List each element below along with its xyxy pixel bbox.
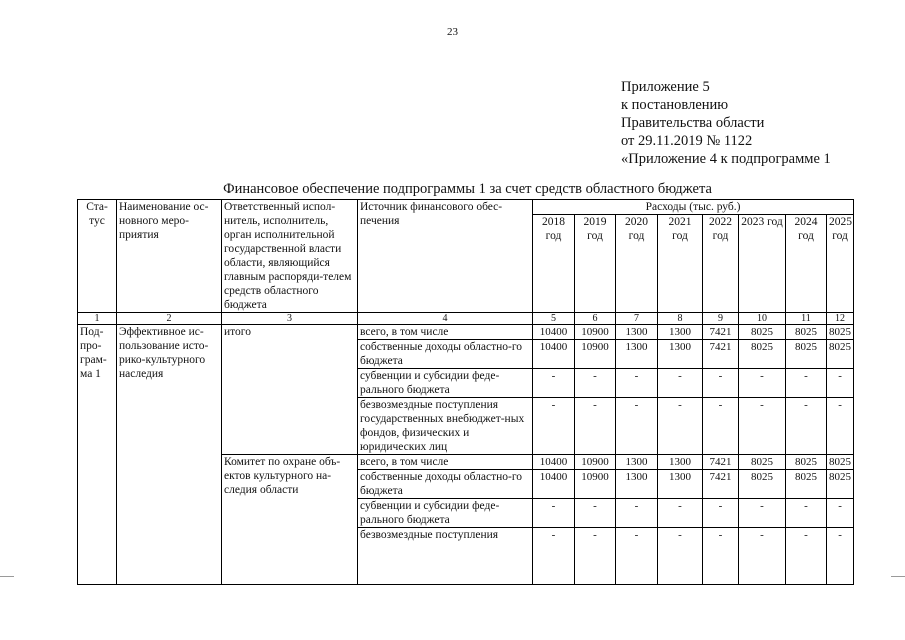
expense-value-cell: 8025 xyxy=(827,470,854,499)
expense-value-cell: 7421 xyxy=(703,470,739,499)
expense-value-cell: - xyxy=(703,369,739,398)
expense-value-cell: 7421 xyxy=(703,325,739,340)
expense-value-cell: 8025 xyxy=(739,470,786,499)
expense-value-cell: - xyxy=(739,369,786,398)
expense-value-cell: - xyxy=(533,398,575,455)
financing-table xyxy=(77,199,854,585)
header-year: 2021 год xyxy=(658,215,703,313)
header-year: 2018 год xyxy=(533,215,575,313)
document-title: Финансовое обеспечение подпрограммы 1 за счет средств областного бюджета xyxy=(223,181,712,197)
expense-value-cell: - xyxy=(658,528,703,585)
expense-value-cell: - xyxy=(786,398,827,455)
header-responsible: Ответственный испол-нитель, исполнитель, орган исполнительной государственной власти области, являющийся главным распоряди-телем средств областного бюджета xyxy=(222,200,358,313)
appendix-line: «Приложение 4 к подпрограмме 1 xyxy=(621,151,831,167)
column-index: 11 xyxy=(786,313,827,325)
expense-value-cell: - xyxy=(703,398,739,455)
status-cell: Под-про-грам-ма 1 xyxy=(78,325,117,585)
source-cell: собственные доходы областно-го бюджета xyxy=(358,340,533,369)
column-index: 10 xyxy=(739,313,786,325)
column-index: 6 xyxy=(575,313,616,325)
expense-value-cell: - xyxy=(827,398,854,455)
column-index: 4 xyxy=(358,313,533,325)
source-cell: безвозмездные поступления государственных внебюджет-ных фондов, физических и юридических лиц xyxy=(358,398,533,455)
expense-value-cell: - xyxy=(786,499,827,528)
expense-value-cell: 7421 xyxy=(703,455,739,470)
expense-value-cell: 8025 xyxy=(786,325,827,340)
appendix-line: Приложение 5 xyxy=(621,79,710,95)
expense-value-cell: 10900 xyxy=(575,340,616,369)
expense-value-cell: - xyxy=(533,369,575,398)
expense-value-cell: 8025 xyxy=(827,325,854,340)
header-expenses: Расходы (тыс. руб.) xyxy=(533,200,854,215)
expense-value-cell: 8025 xyxy=(786,470,827,499)
appendix-line: Правительства области xyxy=(621,115,765,131)
expense-value-cell: 1300 xyxy=(616,340,658,369)
column-index: 12 xyxy=(827,313,854,325)
expense-value-cell: - xyxy=(575,398,616,455)
header-year: 2025 год xyxy=(827,215,854,313)
header-status: Ста-тус xyxy=(78,200,117,313)
table-row xyxy=(78,325,854,340)
expense-value-cell: 1300 xyxy=(616,325,658,340)
column-index: 2 xyxy=(117,313,222,325)
expense-value-cell: - xyxy=(739,528,786,585)
header-year: 2024 год xyxy=(786,215,827,313)
expense-value-cell: - xyxy=(703,528,739,585)
expense-value-cell: 10900 xyxy=(575,455,616,470)
column-index: 7 xyxy=(616,313,658,325)
expense-value-cell: 1300 xyxy=(658,325,703,340)
column-index: 3 xyxy=(222,313,358,325)
source-cell: субвенции и субсидии феде-рального бюджета xyxy=(358,499,533,528)
expense-value-cell: 8025 xyxy=(827,455,854,470)
header-year: 2022 год xyxy=(703,215,739,313)
expense-value-cell: - xyxy=(827,369,854,398)
column-index: 8 xyxy=(658,313,703,325)
expense-value-cell: 10900 xyxy=(575,470,616,499)
expense-value-cell: 8025 xyxy=(739,325,786,340)
expense-value-cell: 8025 xyxy=(786,455,827,470)
responsible-cell: итого xyxy=(222,325,358,455)
expense-value-cell: 10900 xyxy=(575,325,616,340)
expense-value-cell: - xyxy=(786,369,827,398)
expense-value-cell: 8025 xyxy=(786,340,827,369)
header-measure-name: Наименование ос-новного меро-приятия xyxy=(117,200,222,313)
expense-value-cell: - xyxy=(533,499,575,528)
header-year: 2019 год xyxy=(575,215,616,313)
expense-value-cell: - xyxy=(616,398,658,455)
expense-value-cell: - xyxy=(658,499,703,528)
expense-value-cell: - xyxy=(533,528,575,585)
source-cell: субвенции и субсидии феде-рального бюджета xyxy=(358,369,533,398)
expense-value-cell: - xyxy=(575,499,616,528)
column-index-row xyxy=(78,313,854,325)
expense-value-cell: 1300 xyxy=(658,470,703,499)
expense-value-cell: 8025 xyxy=(739,455,786,470)
expense-value-cell: 8025 xyxy=(827,340,854,369)
column-index: 9 xyxy=(703,313,739,325)
expense-value-cell: 7421 xyxy=(703,340,739,369)
scan-edge-mark xyxy=(891,576,905,577)
expense-value-cell: 10400 xyxy=(533,325,575,340)
source-cell: всего, в том числе xyxy=(358,455,533,470)
expense-value-cell: 10400 xyxy=(533,455,575,470)
expense-value-cell: - xyxy=(703,499,739,528)
page-number: 23 xyxy=(447,26,458,38)
header-source: Источник финансового обес-печения xyxy=(358,200,533,313)
expense-value-cell: - xyxy=(739,499,786,528)
expense-value-cell: - xyxy=(616,499,658,528)
header-year: 2020 год xyxy=(616,215,658,313)
expense-value-cell: 1300 xyxy=(658,455,703,470)
expense-value-cell: 1300 xyxy=(616,470,658,499)
expense-value-cell: - xyxy=(786,528,827,585)
expense-value-cell: - xyxy=(616,528,658,585)
expense-value-cell: 1300 xyxy=(658,340,703,369)
expense-value-cell: - xyxy=(658,369,703,398)
expense-value-cell: - xyxy=(658,398,703,455)
expense-value-cell: - xyxy=(739,398,786,455)
scan-edge-mark xyxy=(0,576,14,577)
table-body xyxy=(78,200,854,585)
expense-value-cell: - xyxy=(575,369,616,398)
responsible-cell: Комитет по охране объ-ектов культурного на-следия области xyxy=(222,455,358,585)
expense-value-cell: 1300 xyxy=(616,455,658,470)
expense-value-cell: - xyxy=(827,499,854,528)
expense-value-cell: 8025 xyxy=(739,340,786,369)
source-cell: безвозмездные поступления xyxy=(358,528,533,585)
expense-value-cell: - xyxy=(827,528,854,585)
header-row xyxy=(78,200,854,215)
column-index: 5 xyxy=(533,313,575,325)
expense-value-cell: - xyxy=(616,369,658,398)
appendix-line: к постановлению xyxy=(621,97,729,113)
source-cell: собственные доходы областно-го бюджета xyxy=(358,470,533,499)
expense-value-cell: 10400 xyxy=(533,340,575,369)
column-index: 1 xyxy=(78,313,117,325)
header-year: 2023 год xyxy=(739,215,786,313)
measure-name-cell: Эффективное ис-пользование исто-рико-культурного наследия xyxy=(117,325,222,585)
source-cell: всего, в том числе xyxy=(358,325,533,340)
expense-value-cell: - xyxy=(575,528,616,585)
appendix-line: от 29.11.2019 № 1122 xyxy=(621,133,753,149)
expense-value-cell: 10400 xyxy=(533,470,575,499)
appendix-block xyxy=(621,78,831,168)
